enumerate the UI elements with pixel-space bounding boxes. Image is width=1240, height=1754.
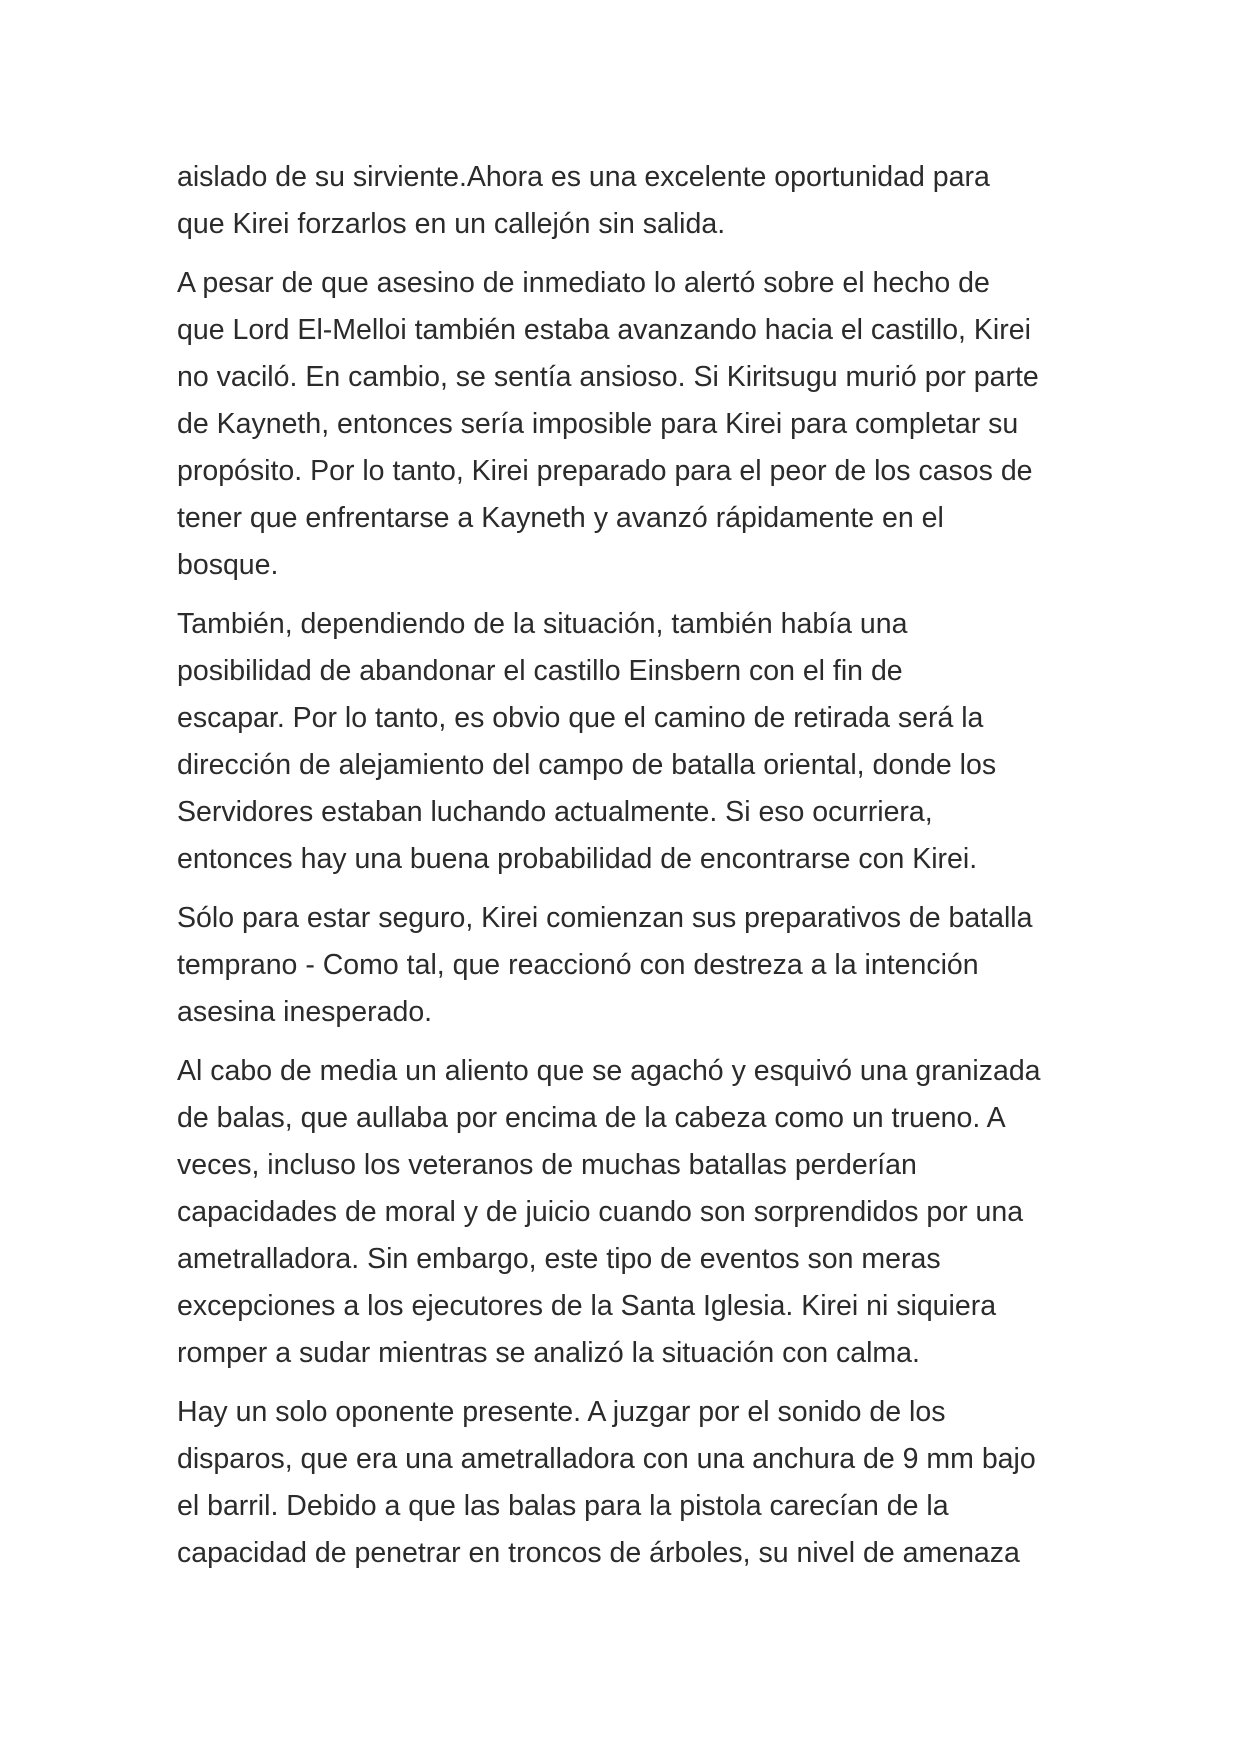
text-line: Hay un solo oponente presente. A juzgar por el sonido de los — [177, 1396, 946, 1428]
document-body — [177, 154, 1077, 1589]
text-line: capacidad de penetrar en troncos de árboles, su nivel de amenaza — [177, 1537, 1020, 1569]
text-line: propósito. Por lo tanto, Kirei preparado para el peor de los casos de — [177, 455, 1033, 487]
text-line: También, dependiendo de la situación, también había una — [177, 608, 908, 640]
text-line: disparos, que era una ametralladora con una anchura de 9 mm bajo — [177, 1443, 1036, 1475]
text-line: A pesar de que asesino de inmediato lo alertó sobre el hecho de — [177, 267, 990, 299]
text-line: dirección de alejamiento del campo de batalla oriental, donde los — [177, 749, 997, 781]
paragraph — [177, 1048, 1077, 1377]
text-line: de balas, que aullaba por encima de la cabeza como un trueno. A — [177, 1102, 1006, 1134]
paragraph — [177, 601, 1077, 883]
text-line: el barril. Debido a que las balas para la pistola carecían de la — [177, 1490, 949, 1522]
text-line: ametralladora. Sin embargo, este tipo de eventos son meras — [177, 1243, 941, 1275]
paragraph — [177, 1389, 1077, 1577]
text-line: tener que enfrentarse a Kayneth y avanzó rápidamente en el — [177, 502, 944, 534]
text-line: excepciones a los ejecutores de la Santa Iglesia. Kirei ni siquiera — [177, 1290, 997, 1322]
text-line: de Kayneth, entonces sería imposible para Kirei para completar su — [177, 408, 1019, 440]
text-line: veces, incluso los veteranos de muchas batallas perderían — [177, 1149, 917, 1181]
text-line: Servidores estaban luchando actualmente. Si eso ocurriera, — [177, 796, 933, 828]
text-line: capacidades de moral y de juicio cuando son sorprendidos por una — [177, 1196, 1024, 1228]
text-line: asesina inesperado. — [177, 996, 433, 1028]
text-line: Sólo para estar seguro, Kirei comienzan sus preparativos de batalla — [177, 902, 1033, 934]
paragraph — [177, 260, 1077, 589]
text-line: romper a sudar mientras se analizó la situación con calma. — [177, 1337, 920, 1369]
text-line: no vaciló. En cambio, se sentía ansioso. Si Kiritsugu murió por parte — [177, 361, 1039, 393]
text-line: que Lord El-Melloi también estaba avanzando hacia el castillo, Kirei — [177, 314, 1031, 346]
text-line: posibilidad de abandonar el castillo Einsbern con el fin de — [177, 655, 903, 687]
paragraph — [177, 895, 1077, 1036]
text-line: aislado de su sirviente.Ahora es una excelente oportunidad para — [177, 161, 990, 193]
text-line: que Kirei forzarlos en un callejón sin salida. — [177, 208, 726, 240]
text-line: entonces hay una buena probabilidad de encontrarse con Kirei. — [177, 843, 978, 875]
text-line: escapar. Por lo tanto, es obvio que el camino de retirada será la — [177, 702, 984, 734]
paragraph — [177, 154, 1077, 248]
text-line: Al cabo de media un aliento que se agachó y esquivó una granizada — [177, 1055, 1041, 1087]
text-line: temprano - Como tal, que reaccionó con destreza a la intención — [177, 949, 979, 981]
text-line: bosque. — [177, 549, 279, 581]
